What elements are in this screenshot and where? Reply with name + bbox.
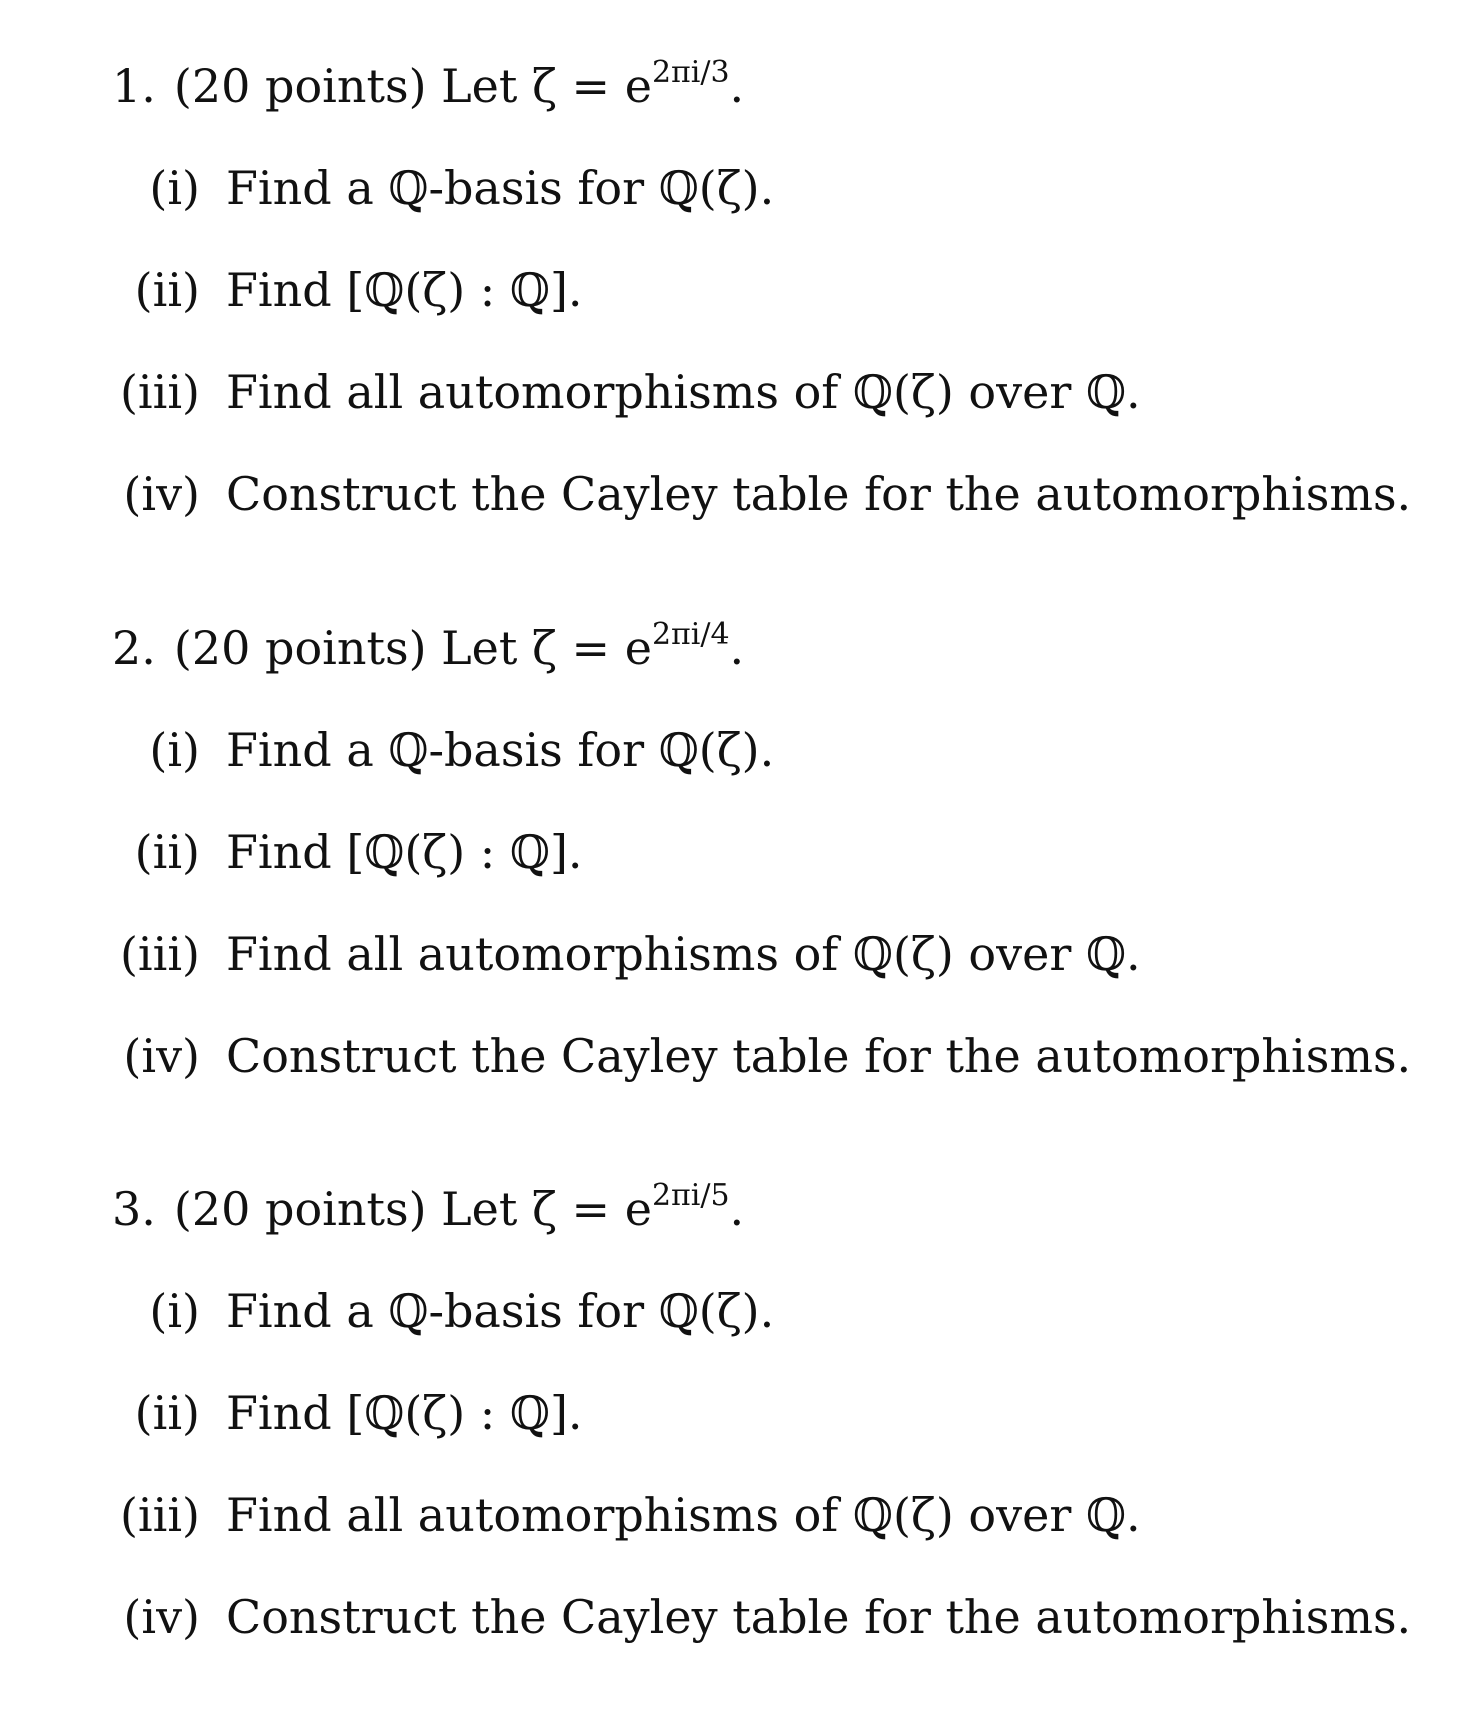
part-label: (ii) (134, 1386, 200, 1440)
problem-number: 3. (112, 1182, 156, 1236)
part-text: Construct the Cayley table for the automorphisms. (226, 1029, 1412, 1083)
part-text: Find a ℚ-basis for ℚ(ζ). (226, 723, 775, 777)
part-text: Find a ℚ-basis for ℚ(ζ). (226, 1284, 775, 1338)
part-label: (i) (149, 161, 200, 215)
problem-header (112, 1178, 745, 1244)
part-text: Find [ℚ(ζ) : ℚ]. (226, 825, 583, 879)
problem-number: 1. (112, 59, 156, 113)
problem-header (112, 617, 745, 683)
exponent: 2πi/4 (651, 617, 730, 652)
part-label: (iv) (123, 1029, 200, 1083)
problem-header (112, 55, 745, 121)
part-label: (iv) (123, 467, 200, 521)
part-label: (i) (149, 1284, 200, 1338)
part-label: (i) (149, 723, 200, 777)
part-text: Construct the Cayley table for the automorphisms. (226, 467, 1412, 521)
problem-statement: (20 points) Let ζ = e (173, 621, 652, 675)
part-label: (iii) (119, 927, 200, 981)
part-label: (iii) (119, 365, 200, 419)
part-text: Find all automorphisms of ℚ(ζ) over ℚ. (226, 1488, 1141, 1542)
part-label: (ii) (134, 263, 200, 317)
problem-number: 2. (112, 621, 156, 675)
statement-period: . (729, 59, 745, 113)
exponent: 2πi/5 (651, 1178, 730, 1213)
part-text: Find [ℚ(ζ) : ℚ]. (226, 263, 583, 317)
part-label: (ii) (134, 825, 200, 879)
problem-statement: (20 points) Let ζ = e (173, 1182, 652, 1236)
part-text: Find a ℚ-basis for ℚ(ζ). (226, 161, 775, 215)
problem-statement: (20 points) Let ζ = e (173, 59, 652, 113)
part-text: Find [ℚ(ζ) : ℚ]. (226, 1386, 583, 1440)
statement-period: . (729, 1182, 745, 1236)
part-text: Find all automorphisms of ℚ(ζ) over ℚ. (226, 365, 1141, 419)
part-text: Find all automorphisms of ℚ(ζ) over ℚ. (226, 927, 1141, 981)
part-label: (iv) (123, 1590, 200, 1644)
exponent: 2πi/3 (651, 55, 730, 90)
statement-period: . (729, 621, 745, 675)
part-label: (iii) (119, 1488, 200, 1542)
part-text: Construct the Cayley table for the automorphisms. (226, 1590, 1412, 1644)
